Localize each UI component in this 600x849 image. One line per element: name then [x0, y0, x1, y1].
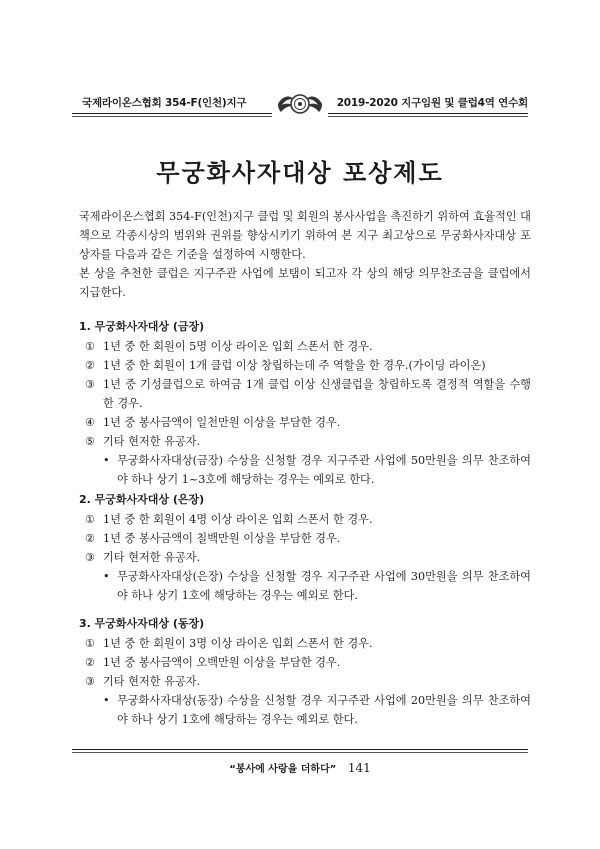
footer-motto: “봉사에 사랑을 더하다” [229, 764, 337, 775]
bullet-icon: • [103, 570, 110, 583]
list-item: ④ 1년 중 봉사금액이 일천만원 이상을 부담한 경우. [85, 416, 341, 429]
section-note: • 무궁화사자대상(은장) 수상을 신청할 경우 지구주관 사업에 30만원을 의무 찬조하여야 하나 상기 1호에 해당하는 경우는 예외로 한다. [103, 567, 531, 605]
footer-rule [72, 749, 528, 750]
list-item: ① 1년 중 한 회원이 5명 이상 라이온 입회 스폰서 한 경우. [85, 340, 373, 353]
footer-rule-thin [72, 752, 528, 753]
bullet-icon: • [103, 454, 110, 467]
lions-emblem-icon [272, 86, 328, 122]
list-item: ③ 기타 현저한 유공자. [85, 675, 201, 688]
list-item: ① 1년 중 한 회원이 3명 이상 라이온 입회 스폰서 한 경우. [85, 637, 373, 650]
list-item: ② 1년 중 한 회원이 1개 클럽 이상 창립하는데 주 역할을 한 경우.(가이딩 라이온) [85, 359, 486, 372]
list-item: ① 1년 중 한 회원이 4명 이상 라이온 입회 스폰서 한 경우. [85, 513, 373, 526]
intro-paragraph-2: 본 상을 추천한 클럽은 지구주관 사업에 보탬이 되고자 각 상의 해당 의무찬조금을 클럽에서 지급한다. [79, 267, 531, 299]
section-note: • 무궁화사자대상(동장) 수상을 신청할 경우 지구주관 사업에 20만원을 의무 찬조하여야 하나 상기 1호에 해당하는 경우는 예외로 한다. [103, 691, 531, 729]
intro-text [79, 207, 531, 302]
section-heading: 1. 무궁화사자대상 (금장) [79, 320, 205, 333]
intro-paragraph-1: 국제라이온스협회 354-F(인천)지구 클럽 및 회원의 봉사사업을 촉진하기 위하여 효율적인 대책으로 각종시상의 범위와 권위를 향상시키기 위하여 본 지구 최고상으로 무궁화사자대상 포상자를 다음과 같은 기준을 설정하여 시행한다. [79, 210, 531, 261]
page-title: 무궁화사자대상 포상제도 [156, 159, 444, 187]
bullet-icon: • [103, 694, 110, 707]
list-item: ② 1년 중 봉사금액이 칠백만원 이상을 부담한 경우. [85, 532, 341, 545]
header-event-name: 2019-2020 지구임원 및 클럽4역 연수회 [336, 97, 528, 109]
section-bronze [79, 614, 531, 729]
page-number: 141 [347, 761, 371, 775]
section-heading: 2. 무궁화사자대상 (은장) [79, 493, 205, 506]
list-item: ③ 1년 중 기성클럽으로 하여금 1개 클럽 이상 신생클럽을 창립하도록 결정적 역할을 수행한 경우. [85, 378, 531, 410]
list-item: ⑤ 기타 현저한 유공자. [85, 435, 201, 448]
footer [0, 760, 600, 775]
section-silver [79, 490, 531, 605]
section-heading: 3. 무궁화사자대상 (동장) [79, 617, 205, 630]
section-gold [79, 317, 531, 489]
header-org-name: 국제라이온스협회 354-F(인천)지구 [82, 97, 247, 109]
list-item: ③ 기타 현저한 유공자. [85, 551, 201, 564]
list-item: ② 1년 중 봉사금액이 오백만원 이상을 부담한 경우. [85, 656, 341, 669]
section-note: • 무궁화사자대상(금장) 수상을 신청할 경우 지구주관 사업에 50만원을 의무 찬조하여야 하나 상기 1~3호에 해당하는 경우는 예외로 한다. [103, 451, 531, 489]
